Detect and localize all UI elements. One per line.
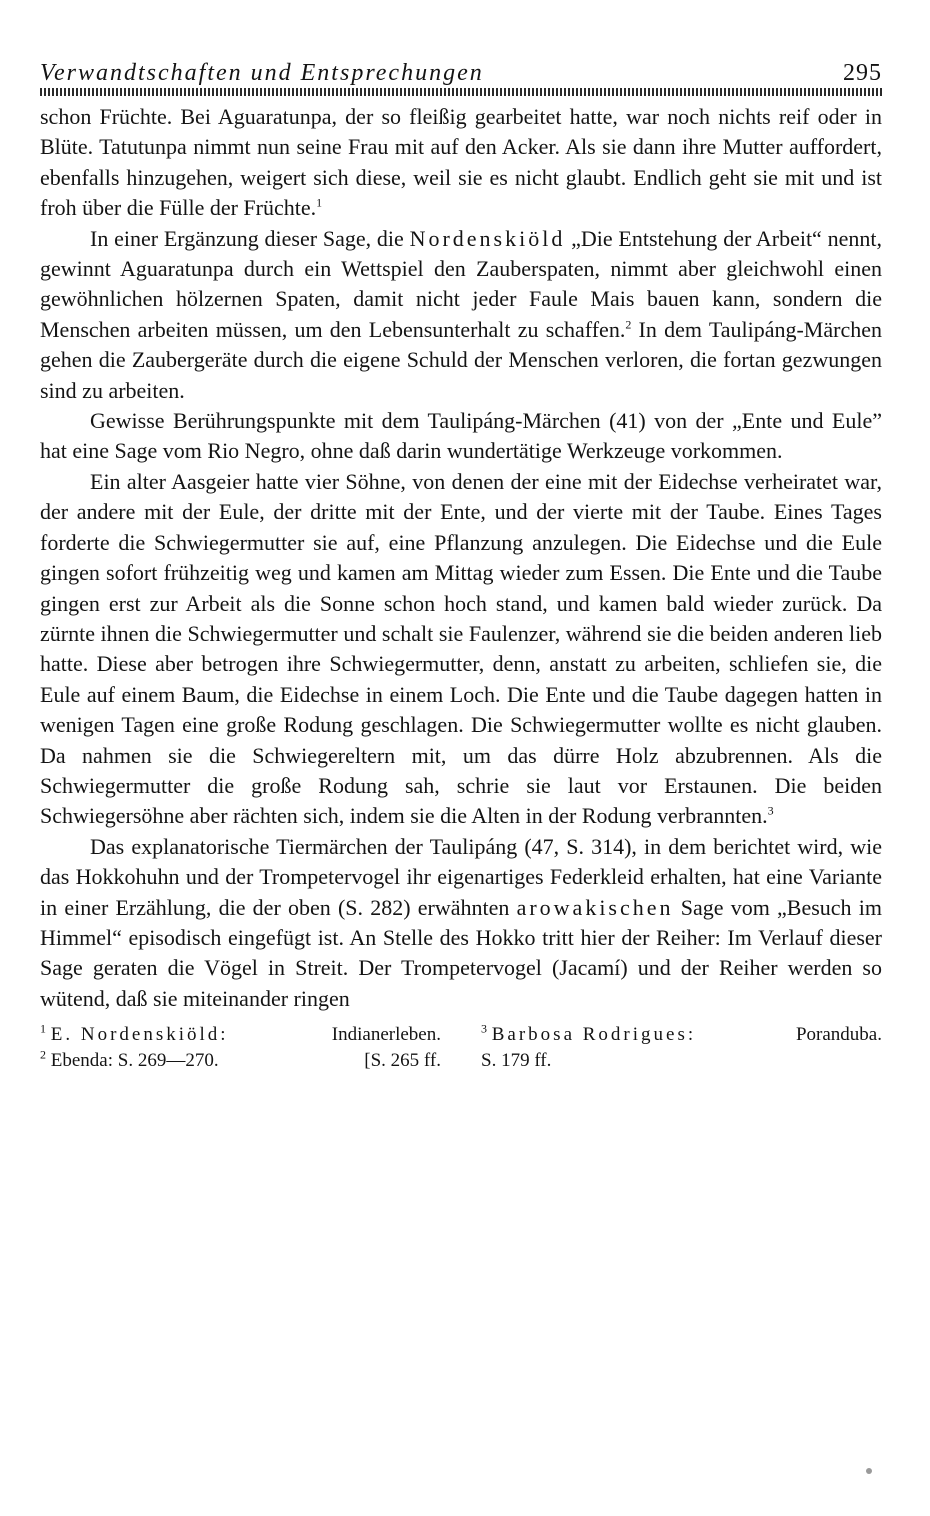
- author-name-spaced: Nordenskiöld: [409, 225, 566, 251]
- page-number: 295: [843, 60, 882, 86]
- paragraph-2-text-b: „Die Entstehung der Arbeit“ nennt, gewinnt Aguaratunpa durch ein Wettspiel den Zauberspaten, nimmt aber gleichwohl einen gewöhnlichen hölzernen Spaten, damit nicht jeder Faule Mais bauen kann, sondern die Menschen arbeiten müssen, um den Lebensunterhalt zu schaffen.: [40, 225, 882, 342]
- footnote-2: [40, 1048, 441, 1074]
- footnote-3-mark: 3: [481, 1021, 487, 1036]
- footnotes-left: [40, 1022, 441, 1074]
- footnote-3-source: [481, 1022, 696, 1048]
- paragraph-4-text: Ein alter Aasgeier hatte vier Söhne, von denen der eine mit der Eidechse verheiratet war, der andere mit der Eule, der dritte mit der Ente, und der vierte mit der Taube. Eines Tages forderte die Schwiegermutter sie auf, eine Pflanzung anzulegen. Die Eidechse und die Eule gingen sofort frühzeitig weg und kamen am Mittag wieder zum Essen. Die Ente und die Taube gingen erst zur Arbeit als die Sonne schon hoch stand, und kamen bald wieder zurück. Da zürnte ihnen die Schwiegermutter und schalt sie Faulenzer, während sie die beiden anderen lieb hatte. Diese aber betrogen ihre Schwiegermutter, denn, anstatt zu arbeiten, schliefen sie, die Eule auf einem Baum, die Eidechse in einem Loch. Die Ente und die Taube dagegen hatten in wenigen Tagen eine große Rodung geschlagen. Die Schwiegermutter wollte es nicht glauben. Da nahmen sie die Schwiegereltern mit, um das dürre Holz abzubrennen. Als die Schwiegermutter die große Rodung sah, schrie sie laut vor Erstaunen. Die beiden Schwiegersöhne aber rächten sich, indem sie die Alten in der Rodung verbrannten.: [40, 468, 882, 829]
- footnote-2-title: [S. 265 ff.: [364, 1050, 441, 1072]
- footnote-ref-3: 3: [767, 804, 774, 819]
- paper-speck: [866, 1468, 872, 1474]
- footnote-1-title: Indianerleben.: [331, 1024, 441, 1046]
- paragraph-3-text: Gewisse Berührungspunkte mit dem Taulipáng-Märchen (41) von der „Ente und Eule” hat eine Sage vom Rio Negro, ohne daß darin wundertätige Werkzeuge vorkommen.: [40, 408, 882, 464]
- page-header: [40, 58, 882, 88]
- footnote-1-source: [40, 1022, 229, 1048]
- footnotes-right: [481, 1022, 882, 1074]
- paragraph-1: [40, 102, 882, 224]
- paragraph-2-text-c: In dem Taulipáng-Märchen gehen die Zaubergeräte durch die eigene Schuld der Menschen verloren, die fortan gezwungen sind zu arbeiten.: [40, 316, 882, 403]
- paragraph-5-text-a: Das explanatorische Tiermärchen der Taulipáng (47, S. 314), in dem berichtet wird, wie das Hokkohuhn und der Trompetervogel ihr eigenartiges Federkleid erhalten, hat eine Variante in einer Erzählung, die der oben (S. 282) erwähnten: [40, 833, 882, 920]
- paragraph-5-text-b: Sage vom „Besuch im Himmel“ episodisch eingefügt ist. An Stelle des Hokko tritt hier der Reiher: Im Verlauf dieser Sage geraten die Vögel in Streit. Der Trompetervogel (Jacamí) und der Reiher werden so wütend, daß sie miteinander ringen: [40, 894, 882, 1011]
- footnote-1-mark: 1: [40, 1021, 46, 1036]
- paragraph-2: [40, 224, 882, 406]
- running-title: Verwandtschaften und Entsprechungen: [40, 60, 484, 86]
- footnote-1: [40, 1022, 441, 1048]
- footnote-2-author: Ebenda: S. 269—270.: [50, 1050, 219, 1072]
- footnote-3-pages: S. 179 ff.: [481, 1050, 552, 1072]
- paragraph-3: [40, 406, 882, 467]
- paragraph-2-text-a: In einer Ergänzung dieser Sage, die: [90, 225, 410, 251]
- body-text: [40, 102, 882, 1014]
- footnote-1-author: E. Nordenskiöld:: [50, 1024, 229, 1046]
- footnote-ref-2: 2: [625, 317, 632, 332]
- footnote-3-continued: [481, 1048, 882, 1074]
- paragraph-1-text: schon Früchte. Bei Aguaratunpa, der so fleißig gearbeitet hatte, war noch nichts reif oder in Blüte. Tatutunpa nimmt nun seine Frau mit auf den Acker. Als sie dann ihre Mutter auffordert, ebenfalls hinzugehen, weigert sich diese, weil sie es nicht glaubt. Endlich geht sie mit und ist froh über die Fülle der Früchte.: [40, 104, 882, 221]
- book-page: [40, 58, 882, 1074]
- footnote-3-title: Poranduba.: [795, 1024, 882, 1046]
- header-rule: [40, 88, 882, 96]
- footnote-2-source: [40, 1048, 219, 1074]
- footnote-2-mark: 2: [40, 1047, 46, 1062]
- footnote-3-author: Barbosa Rodrigues:: [491, 1024, 697, 1046]
- footnotes: [40, 1022, 882, 1074]
- footnote-3: [481, 1022, 882, 1048]
- paragraph-4: [40, 467, 882, 832]
- arowakischen-spaced: arowakischen: [516, 894, 674, 920]
- paragraph-5: [40, 832, 882, 1014]
- footnote-ref-1: 1: [316, 195, 323, 210]
